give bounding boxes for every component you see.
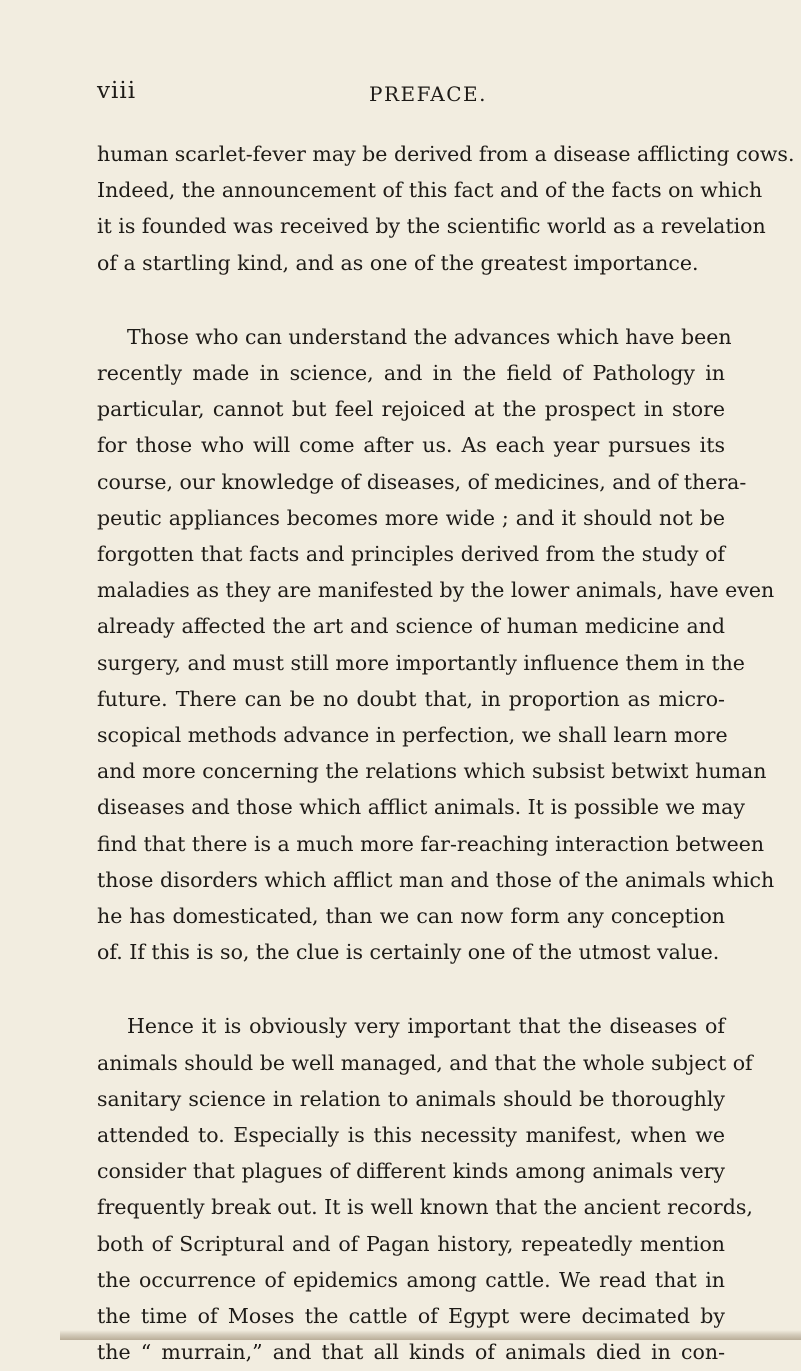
page-edge-shadow bbox=[60, 1330, 801, 1340]
text-line: of. If this is so, the clue is certainly one of the utmost value. bbox=[97, 940, 720, 965]
paragraph-2 bbox=[97, 319, 775, 971]
text-line: diseases and those which afflict animals. It is possible we may bbox=[97, 795, 745, 820]
page-number: viii bbox=[97, 78, 137, 104]
text-line: the occurrence of epidemics among cattle. We read that in bbox=[97, 1267, 725, 1292]
text-line: peutic appliances becomes more wide ; and it should not be bbox=[97, 505, 725, 530]
text-line: animals should be well managed, and that the whole subject of bbox=[97, 1050, 753, 1075]
text-line: Hence it is obviously very important that the diseases of bbox=[127, 1014, 725, 1039]
running-head: PREFACE. bbox=[369, 82, 487, 106]
text-line: both of Scriptural and of Pagan history, repeatedly mention bbox=[97, 1231, 725, 1256]
text-line: already affected the art and science of human medicine and bbox=[97, 614, 725, 639]
text-line: attended to. Especially is this necessity manifest, when we bbox=[97, 1123, 725, 1148]
text-line: consider that plagues of different kinds among animals very bbox=[97, 1159, 725, 1184]
text-line: future. There can be no doubt that, in proportion as micro- bbox=[97, 686, 725, 711]
paragraph-3 bbox=[97, 1008, 753, 1370]
text-line: the time of Moses the cattle of Egypt were decimated by bbox=[97, 1304, 725, 1329]
text-line: and more concerning the relations which subsist betwixt human bbox=[97, 759, 767, 784]
text-line: forgotten that facts and principles derived from the study of bbox=[97, 542, 725, 567]
text-line: maladies as they are manifested by the lower animals, have even bbox=[97, 578, 775, 603]
text-line: Those who can understand the advances which have been bbox=[127, 324, 732, 349]
text-line: he has domesticated, than we can now form any conception bbox=[97, 904, 725, 929]
text-line: scopical methods advance in perfection, we shall learn more bbox=[97, 723, 728, 748]
text-line: surgery, and must still more importantly influence them in the bbox=[97, 650, 745, 675]
text-line: it is founded was received by the scientific world as a revelation bbox=[97, 214, 766, 239]
body-text bbox=[97, 136, 795, 1371]
text-line: sanitary science in relation to animals should be thoroughly bbox=[97, 1086, 725, 1111]
page-header bbox=[97, 78, 697, 108]
text-line: find that there is a much more far-reaching interaction between bbox=[97, 831, 765, 856]
text-line: those disorders which afflict man and those of the animals which bbox=[97, 867, 775, 892]
text-line: recently made in science, and in the field of Pathology in bbox=[97, 361, 725, 386]
text-line: for those who will come after us. As each year pursues its bbox=[97, 433, 725, 458]
text-line: frequently break out. It is well known that the ancient records, bbox=[97, 1195, 753, 1220]
paragraph-1 bbox=[97, 136, 795, 281]
text-line: Indeed, the announcement of this fact and of the facts on which bbox=[97, 178, 763, 203]
text-line: the “ murrain,” and that all kinds of animals died in con- bbox=[97, 1340, 725, 1365]
text-line: course, our knowledge of diseases, of medicines, and of thera- bbox=[97, 469, 747, 494]
text-line: particular, cannot but feel rejoiced at the prospect in store bbox=[97, 397, 725, 422]
text-line: human scarlet-fever may be derived from a disease afflicting cows. bbox=[97, 142, 795, 166]
text-line: of a startling kind, and as one of the greatest importance. bbox=[97, 250, 699, 275]
